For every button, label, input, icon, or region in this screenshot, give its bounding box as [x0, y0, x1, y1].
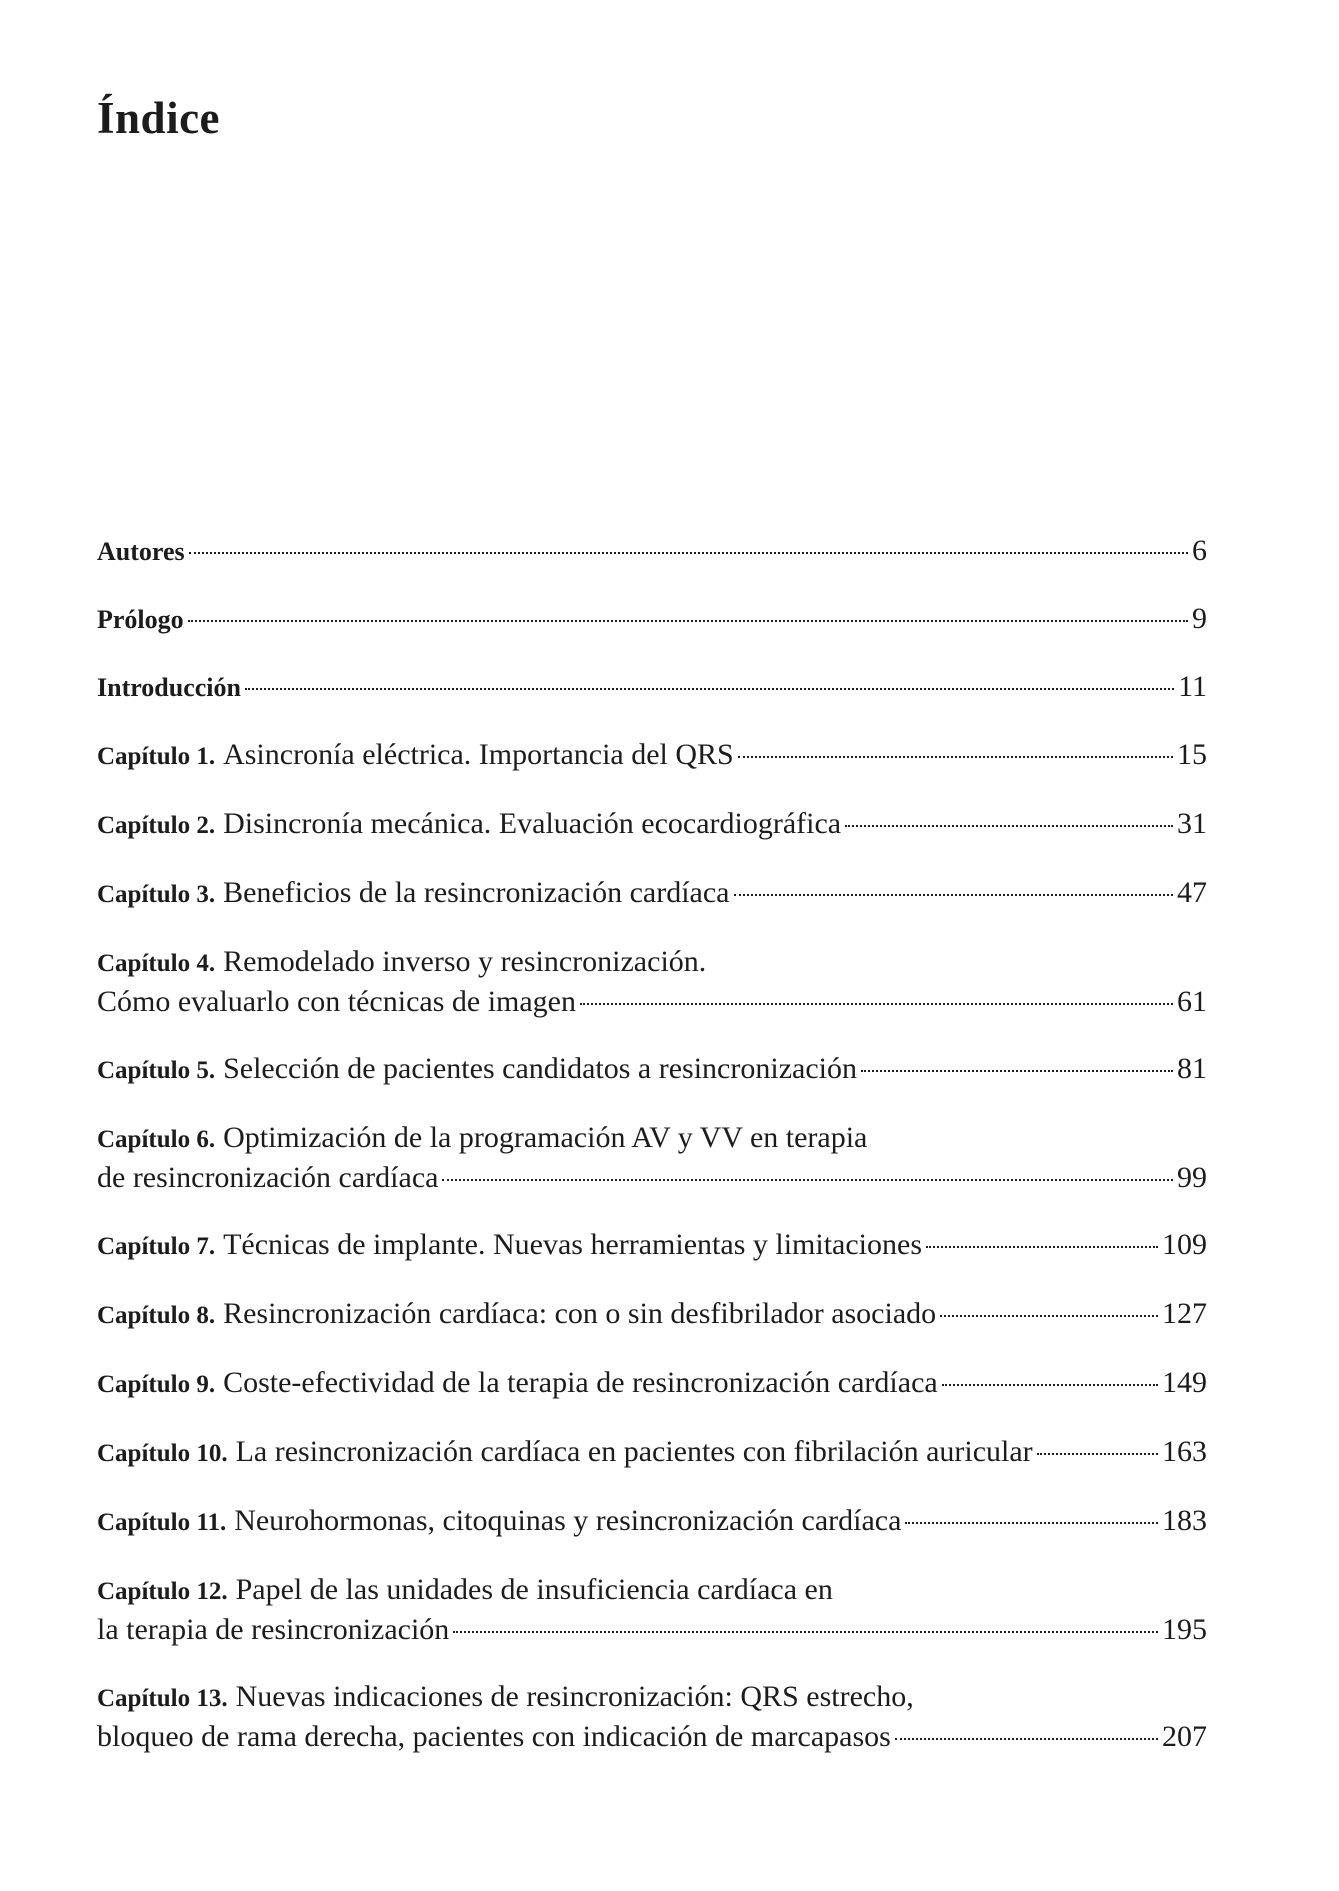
toc-entry[interactable]	[97, 876, 1207, 912]
toc-entry-page-number: 149	[1162, 1366, 1207, 1399]
toc-entry[interactable]	[97, 1228, 1207, 1264]
dot-leader	[1037, 1453, 1158, 1455]
dot-leader	[942, 1384, 1158, 1386]
toc-entry-title: Neurohormonas, citoquinas y resincronización cardíaca	[234, 1504, 902, 1537]
toc-entry-prefix: Capítulo 4.	[97, 950, 216, 977]
toc-entry[interactable]	[97, 1366, 1207, 1402]
toc-entry-title: Remodelado inverso y resincronización.	[223, 945, 707, 978]
toc-entry-page-number: 127	[1162, 1297, 1207, 1330]
toc-entry-title: La resincronización cardíaca en pacientes con fibrilación auricular	[235, 1435, 1033, 1468]
toc-entry-title-continued: bloqueo de rama derecha, pacientes con indicación de marcapasos	[97, 1720, 891, 1753]
toc-entry-page-number: 47	[1177, 876, 1207, 909]
toc-entry-title: Técnicas de implante. Nuevas herramientas y limitaciones	[223, 1228, 922, 1261]
toc-entry-title-continued: de resincronización cardíaca	[97, 1161, 439, 1194]
toc-entry-prefix: Capítulo 2.	[97, 812, 216, 839]
toc-entry-prefix: Capítulo 11.	[97, 1509, 227, 1536]
toc-entry-page-number: 6	[1192, 534, 1207, 567]
toc-entry-title: Selección de pacientes candidatos a resincronización	[223, 1052, 857, 1085]
toc-entry-prefix: Capítulo 9.	[97, 1371, 216, 1398]
toc-entry[interactable]	[97, 1573, 1207, 1647]
toc-entry[interactable]	[97, 1435, 1207, 1471]
toc-entry-label: Autores	[97, 537, 185, 566]
toc-entry-title-continued: Cómo evaluarlo con técnicas de imagen	[97, 985, 576, 1018]
dot-leader	[895, 1738, 1158, 1740]
toc-entry[interactable]	[97, 1297, 1207, 1333]
toc-entry[interactable]	[97, 738, 1207, 774]
toc-entry-title: Resincronización cardíaca: con o sin desfibrilador asociado	[223, 1297, 937, 1330]
dot-leader	[580, 1003, 1173, 1005]
toc-entry[interactable]	[97, 1680, 1207, 1754]
toc-entry-page-number: 99	[1177, 1161, 1207, 1194]
toc-entry-prefix: Capítulo 3.	[97, 881, 216, 908]
dot-leader	[734, 894, 1174, 896]
dot-leader	[245, 688, 1174, 690]
dot-leader	[861, 1070, 1173, 1072]
toc-entry-page-number: 207	[1162, 1720, 1207, 1753]
dot-leader	[442, 1179, 1173, 1181]
toc-entry-title: Beneficios de la resincronización cardíaca	[223, 876, 730, 909]
dot-leader	[905, 1522, 1158, 1524]
toc-entry-prefix: Capítulo 7.	[97, 1233, 216, 1260]
dot-leader	[188, 620, 1188, 622]
toc-entry-prefix: Capítulo 8.	[97, 1302, 216, 1329]
toc-entry-prefix: Capítulo 13.	[97, 1685, 228, 1712]
toc-entry-page-number: 61	[1177, 985, 1207, 1018]
toc-entry[interactable]	[97, 807, 1207, 843]
toc-entry[interactable]	[97, 1052, 1207, 1088]
toc-entry-prefix: Capítulo 10.	[97, 1440, 228, 1467]
toc-entry-page-number: 31	[1177, 807, 1207, 840]
dot-leader	[940, 1315, 1158, 1317]
toc-entry[interactable]	[97, 1121, 1207, 1195]
toc-entry-title: Asincronía eléctrica. Importancia del QRS	[223, 738, 734, 771]
dot-leader	[926, 1246, 1158, 1248]
toc-entry-title-continued: la terapia de resincronización	[97, 1613, 450, 1646]
dot-leader	[453, 1631, 1158, 1633]
toc-entry-title: Coste-efectividad de la terapia de resincronización cardíaca	[223, 1366, 938, 1399]
dot-leader	[189, 552, 1188, 554]
toc-entry-title: Optimización de la programación AV y VV en terapia	[223, 1121, 868, 1154]
toc-entry-page-number: 81	[1177, 1052, 1207, 1085]
toc-entry-title: Disincronía mecánica. Evaluación ecocardiográfica	[223, 807, 842, 840]
toc-entry-page-number: 11	[1178, 670, 1207, 703]
toc-entry[interactable]	[97, 534, 1207, 569]
dot-leader	[738, 756, 1173, 758]
toc-entry-title: Papel de las unidades de insuficiencia cardíaca en	[235, 1573, 833, 1606]
toc-entry-page-number: 163	[1162, 1435, 1207, 1468]
table-of-contents	[97, 534, 1207, 1787]
toc-entry-label: Introducción	[97, 673, 241, 702]
toc-entry-page-number: 195	[1162, 1613, 1207, 1646]
toc-entry[interactable]	[97, 670, 1207, 705]
dot-leader	[845, 825, 1173, 827]
toc-entry[interactable]	[97, 1504, 1207, 1540]
toc-entry[interactable]	[97, 602, 1207, 637]
toc-entry-prefix: Capítulo 12.	[97, 1578, 228, 1605]
toc-entry-prefix: Capítulo 6.	[97, 1126, 216, 1153]
toc-entry-label: Prólogo	[97, 605, 184, 634]
toc-entry-page-number: 183	[1162, 1504, 1207, 1537]
page-title: Índice	[97, 93, 221, 143]
toc-entry-prefix: Capítulo 1.	[97, 743, 216, 770]
toc-entry[interactable]	[97, 945, 1207, 1019]
toc-entry-page-number: 15	[1177, 738, 1207, 771]
toc-entry-prefix: Capítulo 5.	[97, 1057, 216, 1084]
toc-entry-title: Nuevas indicaciones de resincronización: QRS estrecho,	[235, 1680, 914, 1713]
toc-entry-page-number: 9	[1192, 602, 1207, 635]
toc-entry-page-number: 109	[1162, 1228, 1207, 1261]
